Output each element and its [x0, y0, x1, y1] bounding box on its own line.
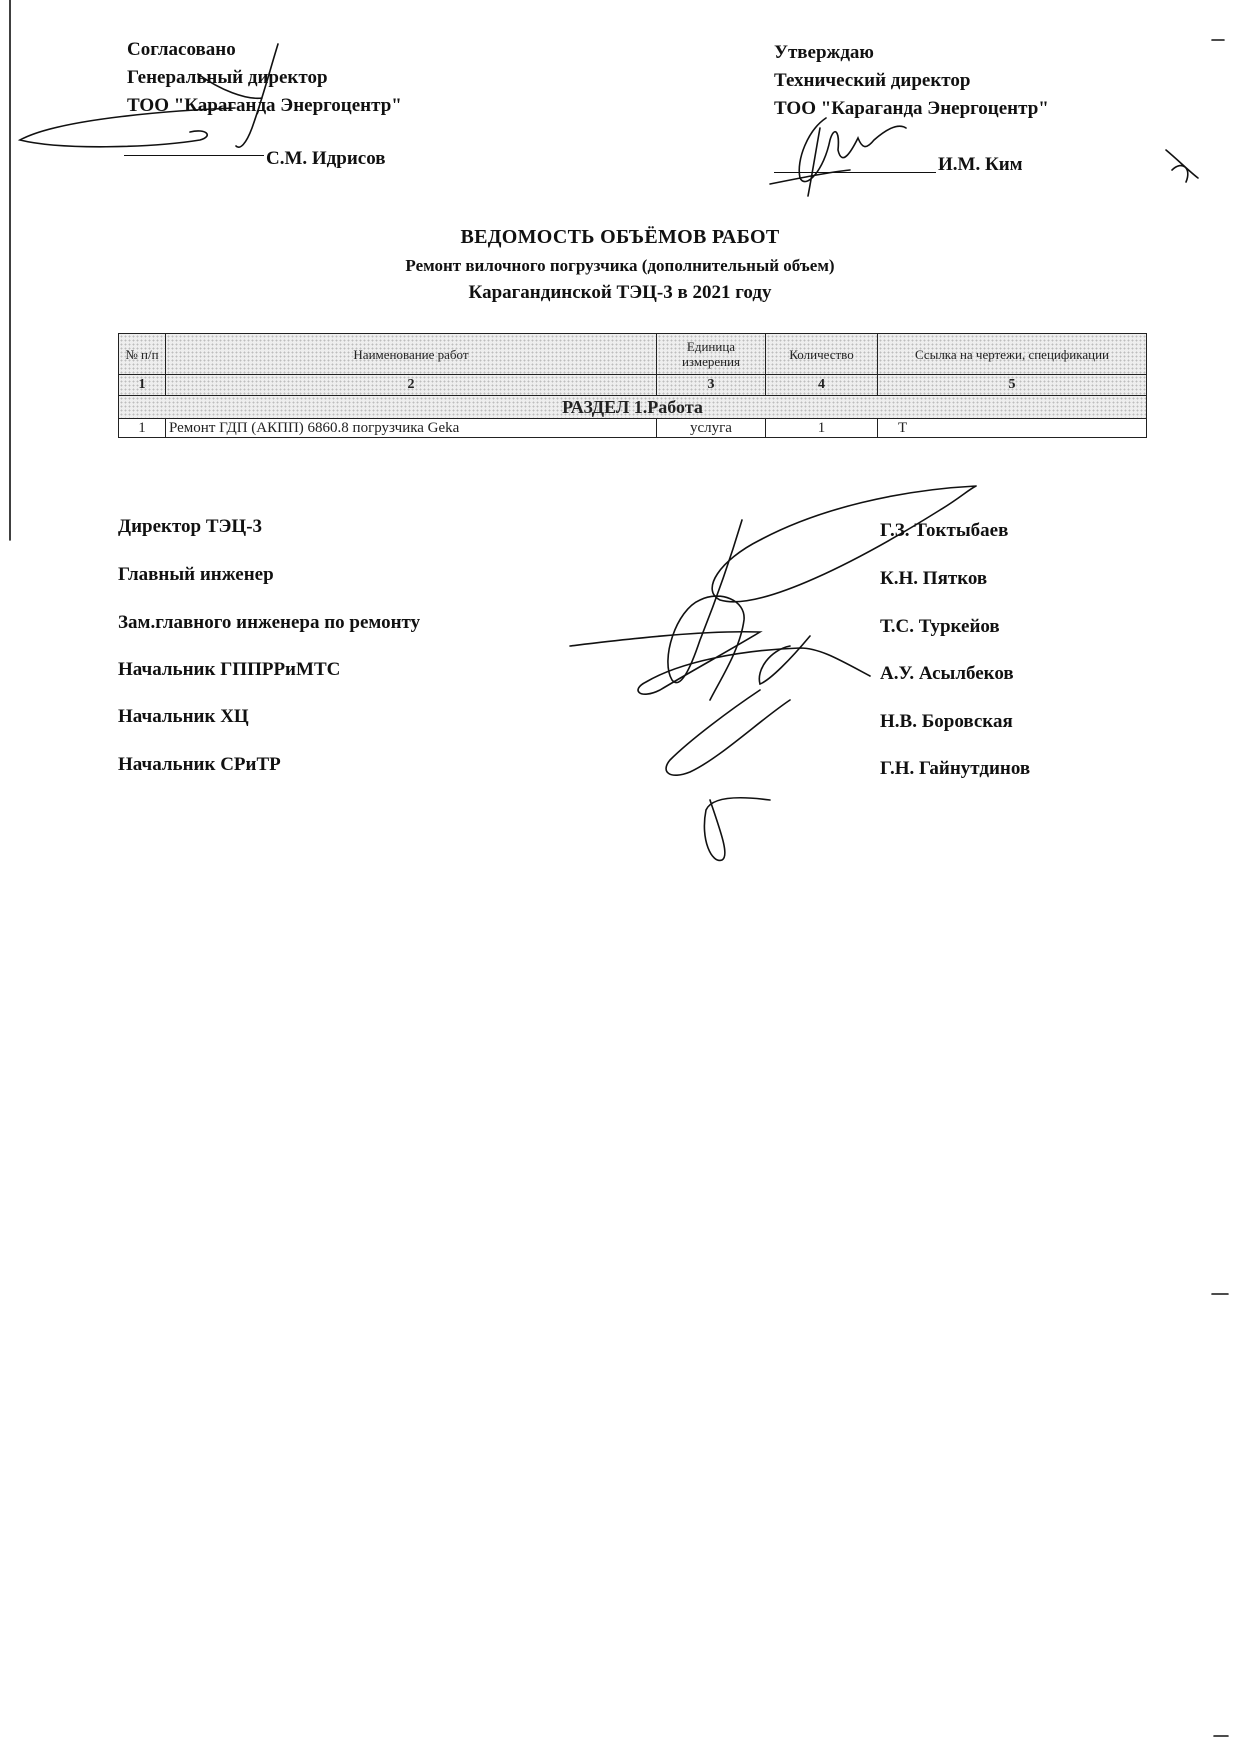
signature-khts: [666, 690, 790, 775]
signature-line-left: [124, 155, 264, 156]
table-column-numbers-row: [119, 375, 1147, 396]
signer-position-2: Главный инженер: [118, 564, 274, 585]
signature-line-right: [774, 172, 936, 173]
column-number-1: 1: [119, 375, 166, 396]
signer-position-4: Начальник ГППРРиМТС: [118, 659, 341, 680]
signature-chief-engineer: [668, 520, 744, 700]
signature-gpprrimts: [759, 636, 810, 684]
approval-right-line2: Технический директор: [774, 70, 971, 91]
document-subtitle: Ремонт вилочного погрузчика (дополнительный объем): [405, 256, 835, 275]
column-number-5: 5: [878, 375, 1147, 396]
approval-block-right: [774, 39, 1049, 123]
table-section-row: [119, 396, 1147, 419]
row-work-name: Ремонт ГДП (АКПП) 6860.8 погрузчика Geka: [166, 419, 657, 438]
column-number-2: 2: [166, 375, 657, 396]
signature-sritr: [704, 798, 770, 861]
row-unit: услуга: [657, 419, 766, 438]
signer-name-3: Т.С. Туркейов: [880, 616, 1000, 637]
signer-name-2: К.Н. Пятков: [880, 568, 988, 589]
signer-name-1: Г.З. Токтыбаев: [880, 520, 1009, 541]
column-number-4: 4: [766, 375, 878, 396]
signer-position-3: Зам.главного инженера по ремонту: [118, 612, 421, 633]
row-num: 1: [119, 419, 166, 438]
approval-left-line1: Согласовано: [127, 39, 236, 60]
signer-position-6: Начальник СРиТР: [118, 754, 281, 775]
header-cell-num: № п/п: [119, 334, 166, 375]
approval-right-signatory: И.М. Ким: [938, 154, 1023, 175]
approval-block-left: [127, 36, 402, 120]
signer-name-6: Г.Н. Гайнутдинов: [880, 758, 1031, 779]
signer-position-5: Начальник ХЦ: [118, 706, 249, 727]
row-qty: 1: [766, 419, 878, 438]
header-cell-unit: Единица измерения: [657, 334, 766, 375]
signer-name-4: А.У. Асылбеков: [880, 663, 1014, 684]
signature-right: [770, 118, 906, 196]
column-number-3: 3: [657, 375, 766, 396]
document-subtitle-2: Карагандинской ТЭЦ-3 в 2021 году: [468, 282, 772, 303]
signature-deputy: [570, 632, 870, 694]
works-volume-table: [118, 333, 1147, 438]
row-ref: Т: [878, 419, 1147, 438]
approval-right-line1: Утверждаю: [774, 42, 874, 63]
header-cell-ref: Ссылка на чертежи, спецификации: [878, 334, 1147, 375]
signer-position-1: Директор ТЭЦ-3: [118, 516, 263, 537]
signer-name-5: Н.В. Боровская: [880, 711, 1013, 732]
header-cell-qty: Количество: [766, 334, 878, 375]
approval-left-signatory: С.М. Идрисов: [266, 148, 386, 169]
approval-right-line3: ТОО "Караганда Энергоцентр": [774, 98, 1049, 119]
document-title: ВЕДОМОСТЬ ОБЪЁМОВ РАБОТ: [460, 226, 780, 248]
table-header-row: [119, 334, 1147, 375]
approval-left-line2: Генеральный директор: [127, 67, 328, 88]
section-title: РАЗДЕЛ 1.Работа: [119, 396, 1147, 419]
table-row: [119, 419, 1147, 438]
approval-left-line3: ТОО "Караганда Энергоцентр": [127, 95, 402, 116]
margin-mark: [1166, 150, 1198, 182]
header-cell-name: Наименование работ: [166, 334, 657, 375]
